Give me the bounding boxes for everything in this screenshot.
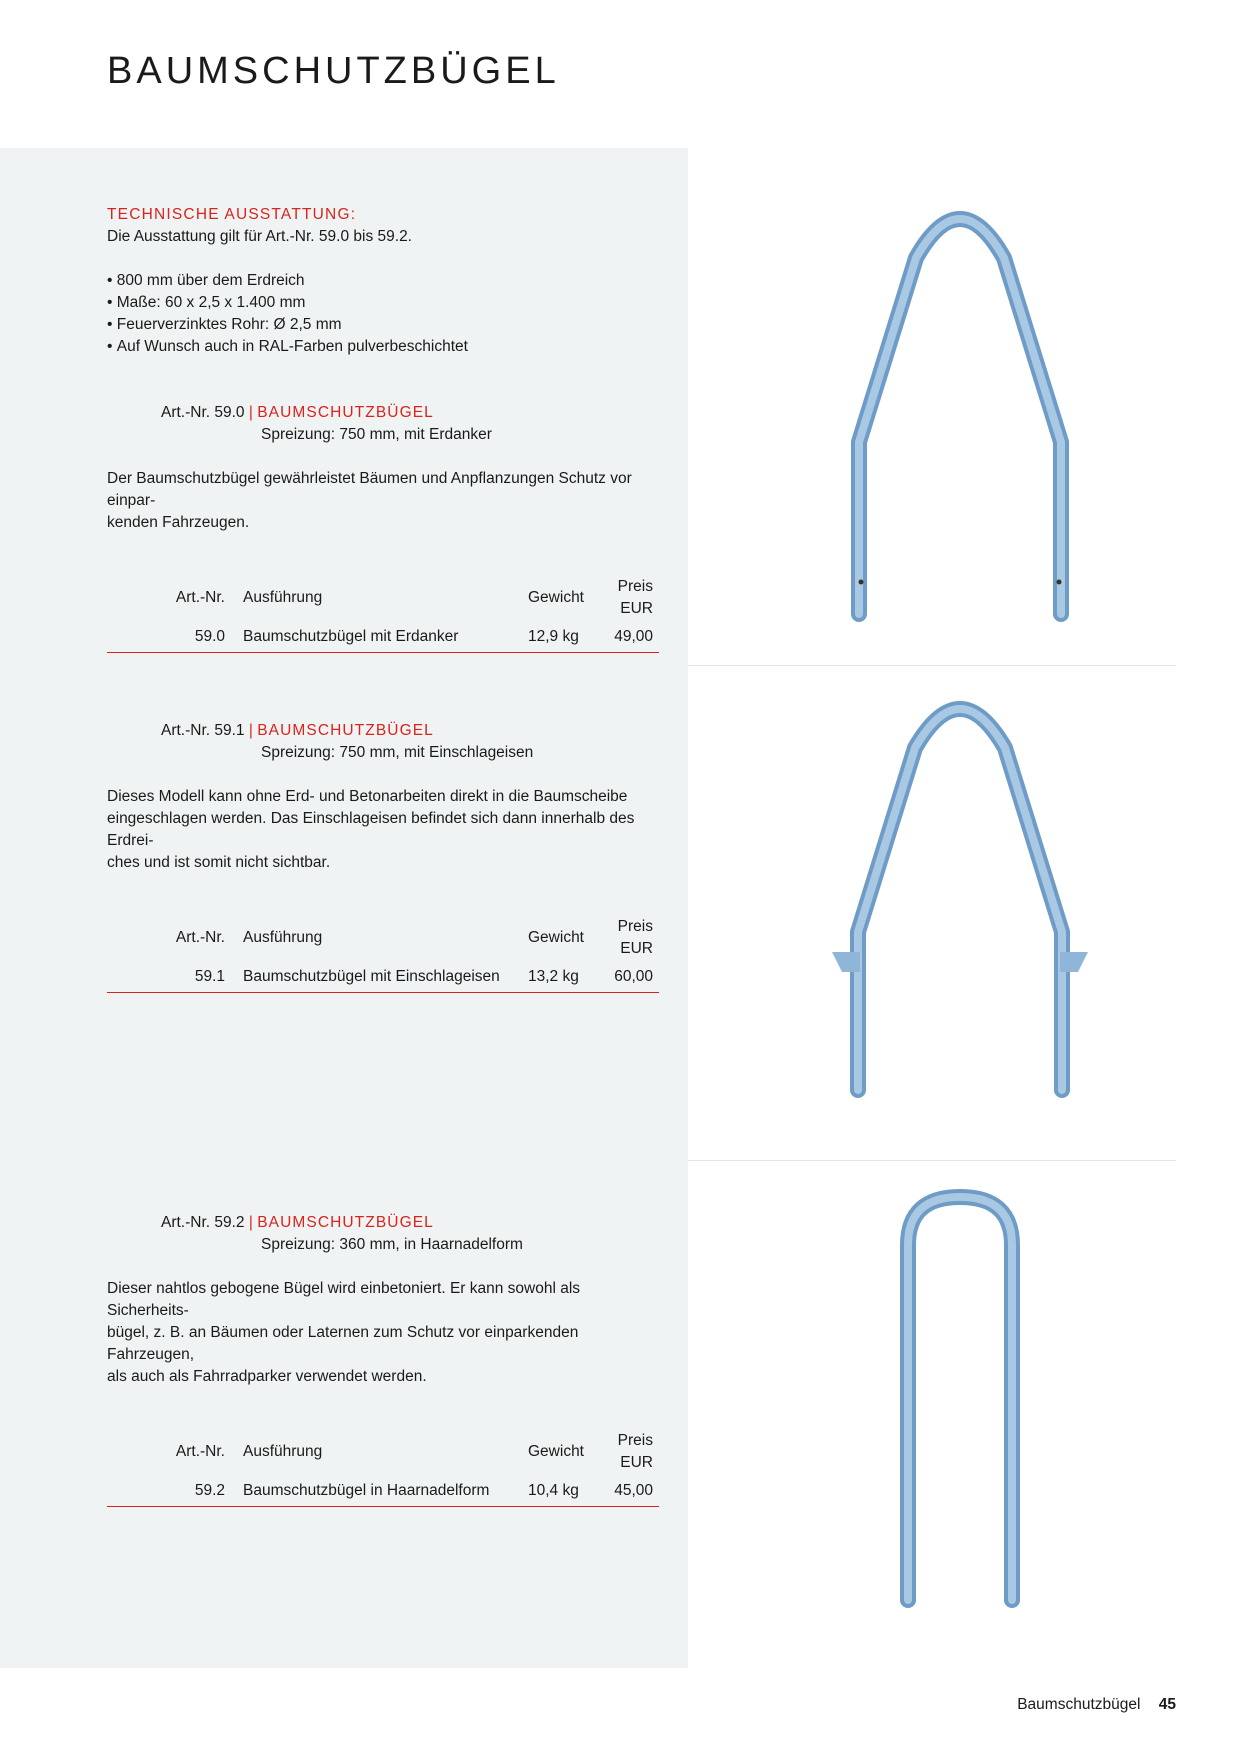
article-number: Art.-Nr. 59.0 xyxy=(161,404,245,421)
table-row xyxy=(107,964,659,993)
separator: | xyxy=(248,404,253,421)
list-item: • 800 mm über dem Erdreich xyxy=(107,270,468,292)
divider xyxy=(688,665,1176,666)
cell-art: 59.2 xyxy=(107,1478,243,1507)
article-number: Art.-Nr. 59.1 xyxy=(161,722,245,739)
product-description xyxy=(107,468,659,534)
table-header xyxy=(107,574,659,624)
cell-gewicht: 13,2 kg xyxy=(528,964,606,993)
product-image-59-1 xyxy=(820,690,1100,1110)
cell-ausfuehrung: Baumschutzbügel mit Erdanker xyxy=(243,624,528,653)
product-image-59-0 xyxy=(830,200,1090,630)
description-line: eingeschlagen werden. Das Einschlageisen befindet sich dann innerhalb des Erdrei- xyxy=(107,810,635,849)
cell-gewicht: 10,4 kg xyxy=(528,1478,606,1507)
product-section-59-1 xyxy=(107,720,659,993)
list-item: • Auf Wunsch auch in RAL-Farben pulverbeschichtet xyxy=(107,336,468,358)
product-spread: Spreizung: 360 mm, in Haarnadelform xyxy=(261,1236,523,1253)
table-row xyxy=(107,624,659,653)
list-item: • Maße: 60 x 2,5 x 1.400 mm xyxy=(107,292,468,314)
list-item: • Feuerverzinktes Rohr: Ø 2,5 mm xyxy=(107,314,468,336)
header-art: Art.-Nr. xyxy=(175,929,225,946)
product-table xyxy=(107,914,659,993)
divider xyxy=(688,1160,1176,1161)
cell-preis: 60,00 xyxy=(606,964,659,993)
product-table xyxy=(107,1428,659,1507)
description-line: bügel, z. B. an Bäumen oder Laternen zum Schutz vor einparkenden Fahrzeugen, xyxy=(107,1324,579,1363)
description-line: Dieses Modell kann ohne Erd- und Betonarbeiten direkt in die Baumscheibe xyxy=(107,788,628,805)
article-number: Art.-Nr. 59.2 xyxy=(161,1214,245,1231)
cell-art: 59.1 xyxy=(107,964,243,993)
cell-ausfuehrung: Baumschutzbügel mit Einschlageisen xyxy=(243,964,528,993)
header-ausfuehrung: Ausführung xyxy=(243,589,323,606)
description-line: Dieser nahtlos gebogene Bügel wird einbetoniert. Er kann sowohl als Sicherheits- xyxy=(107,1280,581,1319)
product-name: BAUMSCHUTZBÜGEL xyxy=(257,722,434,739)
header-preis: Preis EUR xyxy=(617,918,653,957)
table-row xyxy=(107,1478,659,1507)
product-description xyxy=(107,1278,659,1388)
header-gewicht: Gewicht xyxy=(528,589,584,606)
technical-intro: Die Ausstattung gilt für Art.-Nr. 59.0 bis 59.2. xyxy=(107,228,412,245)
cell-gewicht: 12,9 kg xyxy=(528,624,606,653)
header-gewicht: Gewicht xyxy=(528,929,584,946)
header-preis: Preis EUR xyxy=(617,578,653,617)
technical-heading: TECHNISCHE AUSSTATTUNG: xyxy=(107,206,357,223)
page-title: BAUMSCHUTZBÜGEL xyxy=(107,50,560,92)
cell-preis: 49,00 xyxy=(606,624,659,653)
product-table xyxy=(107,574,659,653)
description-line: Der Baumschutzbügel gewährleistet Bäumen und Anpflanzungen Schutz vor einpar- xyxy=(107,470,632,509)
product-section-59-2 xyxy=(107,1212,659,1507)
article-heading xyxy=(161,1212,659,1234)
table-header xyxy=(107,914,659,964)
product-name: BAUMSCHUTZBÜGEL xyxy=(257,1214,434,1231)
footer-section: Baumschutzbügel xyxy=(1017,1696,1141,1713)
article-heading xyxy=(161,402,659,424)
technical-equipment xyxy=(107,204,468,358)
separator: | xyxy=(248,1214,253,1231)
description-line: kenden Fahrzeugen. xyxy=(107,514,250,531)
technical-list xyxy=(107,270,468,358)
header-gewicht: Gewicht xyxy=(528,1443,584,1460)
product-spread: Spreizung: 750 mm, mit Erdanker xyxy=(261,426,492,443)
page-number: 45 xyxy=(1158,1696,1176,1713)
article-heading xyxy=(161,720,659,742)
header-preis: Preis EUR xyxy=(617,1432,653,1471)
product-description xyxy=(107,786,659,874)
cell-preis: 45,00 xyxy=(606,1478,659,1507)
description-line: ches und ist somit nicht sichtbar. xyxy=(107,854,331,871)
header-ausfuehrung: Ausführung xyxy=(243,1443,323,1460)
product-spread: Spreizung: 750 mm, mit Einschlageisen xyxy=(261,744,534,761)
table-header xyxy=(107,1428,659,1478)
product-section-59-0 xyxy=(107,402,659,653)
page-footer xyxy=(1017,1696,1176,1714)
cell-ausfuehrung: Baumschutzbügel in Haarnadelform xyxy=(243,1478,528,1507)
header-ausfuehrung: Ausführung xyxy=(243,929,323,946)
description-line: als auch als Fahrradparker verwendet werden. xyxy=(107,1368,427,1385)
header-art: Art.-Nr. xyxy=(175,1443,225,1460)
product-image-59-2 xyxy=(890,1185,1030,1615)
header-art: Art.-Nr. xyxy=(175,589,225,606)
separator: | xyxy=(248,722,253,739)
product-name: BAUMSCHUTZBÜGEL xyxy=(257,404,434,421)
cell-art: 59.0 xyxy=(107,624,243,653)
